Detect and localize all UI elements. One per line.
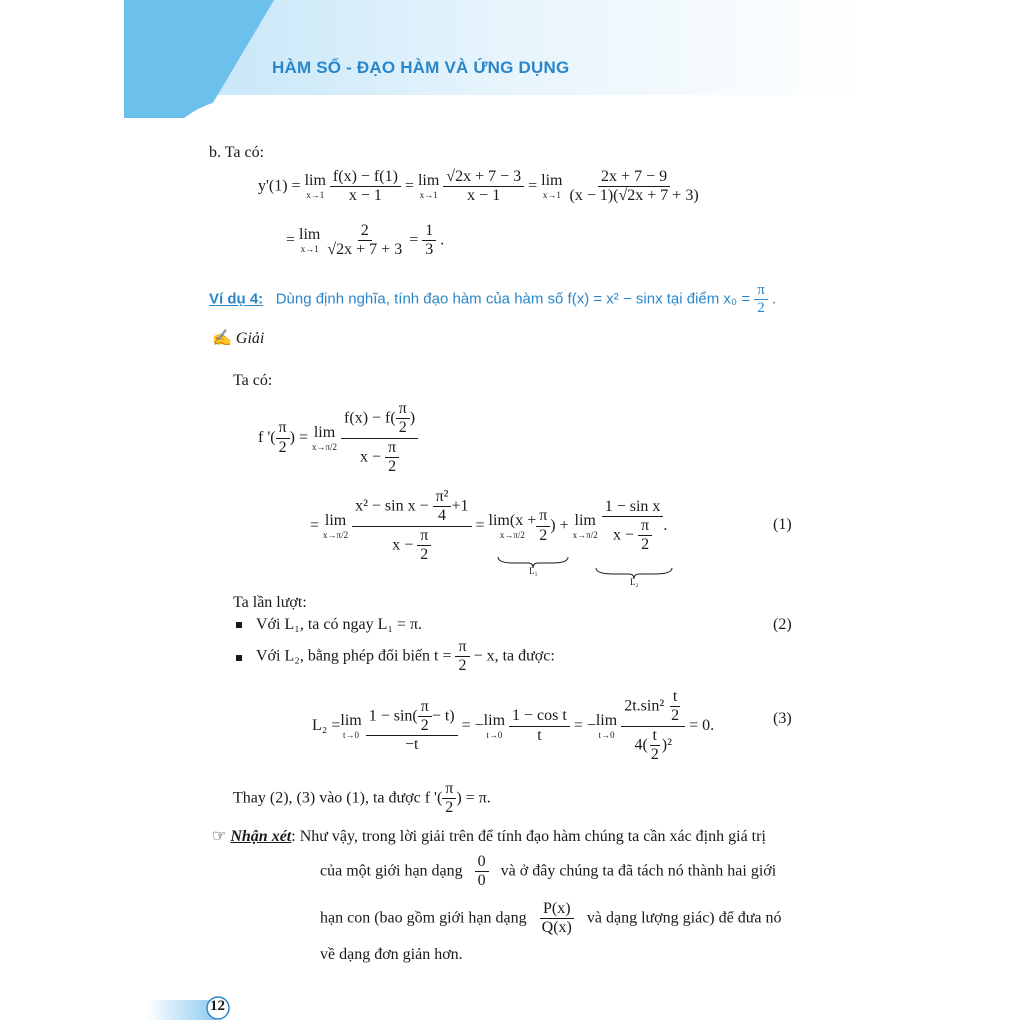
example-4: Ví dụ 4: Dùng định nghĩa, tính đạo hàm của hàm số f(x) = x² − sinx tại điểm x₀ = $\frac{\pi}{2}$ .	[209, 282, 777, 317]
remark-line-4: về dạng đơn giản hơn.	[320, 946, 463, 963]
remark-line-2: của một giới hạn dạng $\frac{0}{0}$ và ở đây chúng ta đã tách nó thành hai giới	[320, 853, 777, 890]
fraction-result: $\frac{1}{3}$	[422, 222, 436, 260]
L2-fraction: 1 − sin x x − $\frac{\pi}{2}$	[602, 498, 664, 555]
fraction-1: $\frac{f(x) - f(1)}{x - 1}$	[330, 168, 401, 206]
bullet-1: Với L₁, ta có ngay L₁ = π.	[256, 616, 423, 633]
remark-label: Nhận xét	[230, 828, 292, 845]
thay-line: Thay (2), (3) vào (1), ta được f '( $\frac{\pi}{2}$ ) = π.	[233, 780, 491, 817]
part-b-label: b. Ta có:	[209, 144, 265, 161]
page-number: 12	[210, 998, 225, 1014]
eq-number-2: (2)	[773, 616, 792, 633]
fraction-4: $\frac{2}{√2x + 7 + 3}$	[327, 222, 403, 259]
equals: =	[404, 177, 414, 195]
y-prime-lhs: y'(1) =	[258, 177, 301, 195]
L2-frac-3: 2t.sin² $\frac{t}{2}$ 4( $\frac{t}{2}$ )²	[621, 688, 685, 765]
remark-line-3: hạn con (bao gồm giới hạn dạng $\frac{P(x)}{Q(x)}$ và dạng lượng giác) để đưa nó	[320, 900, 782, 937]
L2-line: L₂ = lim t→0 1 − sin( $\frac{\pi}{2}$ − t) −t = − lim t→0 $\frac{\text{1 − cos t}}{t}$ = − lim t→0 2t.sin² $\frac{t}{2}$ 4( $\frac{t}{2}$ )² = 0.	[312, 688, 715, 764]
eq-line-1: = lim x→π/2 x² − sin x − $\frac{\text{π²}}{4}$ +1 x − $\frac{\pi}{2}$ = lim(x + x→π/2 $\frac{\pi}{2}$ ) + lim x→π/2 1 − sin x x − $\frac{\pi}{2}$ .	[310, 488, 668, 564]
L2-label: L₂	[630, 577, 639, 587]
lim-text: lim	[304, 172, 326, 190]
bullet-2: Với L₂, bằng phép đổi biến t = $\frac{\pi}{2}$ − x, ta được:	[256, 638, 555, 675]
example-4-text: Dùng định nghĩa, tính đạo hàm của hàm số f(x) = x² − sinx tại điểm x₀ =	[275, 290, 751, 308]
fraction-2: $\frac{√2x + 7 - 3}{x - 1}$	[443, 168, 524, 206]
bullet-1-marker	[236, 622, 242, 628]
L2-frac-2: $\frac{\text{1 − cos t}}{t}$	[509, 707, 570, 745]
ta-co: Ta có:	[233, 372, 273, 389]
pencil-icon: ✍	[212, 330, 232, 347]
lim-under: x→1	[306, 190, 325, 201]
ta-lan-luot: Ta lần lượt:	[233, 594, 307, 611]
part-b-line1: y'(1) = lim x→1 $\frac{f(x) - f(1)}{x - 1}$ = lim x→1 $\frac{√2x + 7 - 3}{x - 1}$ = lim x→1 $\frac{2x + 7 - 9}{(x - 1)(√2x + 7 + 3)}$	[258, 168, 702, 206]
remark-line-1: ☞ Nhận xét: Như vậy, trong lời giải trên để tính đạo hàm chúng ta cần xác định giá trị	[212, 828, 766, 845]
fprime-line: f '( $\frac{\pi}{2}$ ) = lim x→π/2 f(x) − f( $\frac{\pi}{2}$ ) x − $\frac{\pi}{2}$	[258, 400, 418, 477]
example-4-frac: $\frac{\pi}{2}$	[754, 282, 768, 318]
solution-label: Giải	[235, 330, 265, 347]
fprime-fraction: f(x) − f( $\frac{\pi}{2}$ ) x − $\frac{\pi}{2}$	[341, 400, 418, 477]
eq-number-3: (3)	[773, 710, 792, 727]
header-title: HÀM SỐ - ĐẠO HÀM VÀ ỨNG DỤNG	[272, 58, 570, 77]
eq-number-1: (1)	[773, 516, 792, 533]
part-b-line2: = lim x→1 $\frac{2}{√2x + 7 + 3}$ = $\frac{1}{3}$ .	[286, 222, 445, 259]
example-4-label: Ví dụ 4:	[209, 290, 264, 308]
L2-frac-1: 1 − sin( $\frac{\pi}{2}$ − t) −t	[366, 698, 458, 755]
bullet-2-marker	[236, 655, 242, 661]
L1-label: L₁	[529, 566, 538, 576]
fraction-3: $\frac{2x + 7 - 9}{(x - 1)(√2x + 7 + 3)}$	[569, 168, 699, 205]
solution-heading	[212, 328, 264, 348]
eq2-fraction: x² − sin x − $\frac{\text{π²}}{4}$ +1 x − $\frac{\pi}{2}$	[352, 488, 471, 565]
pointing-hand-icon: ☞	[212, 828, 227, 845]
